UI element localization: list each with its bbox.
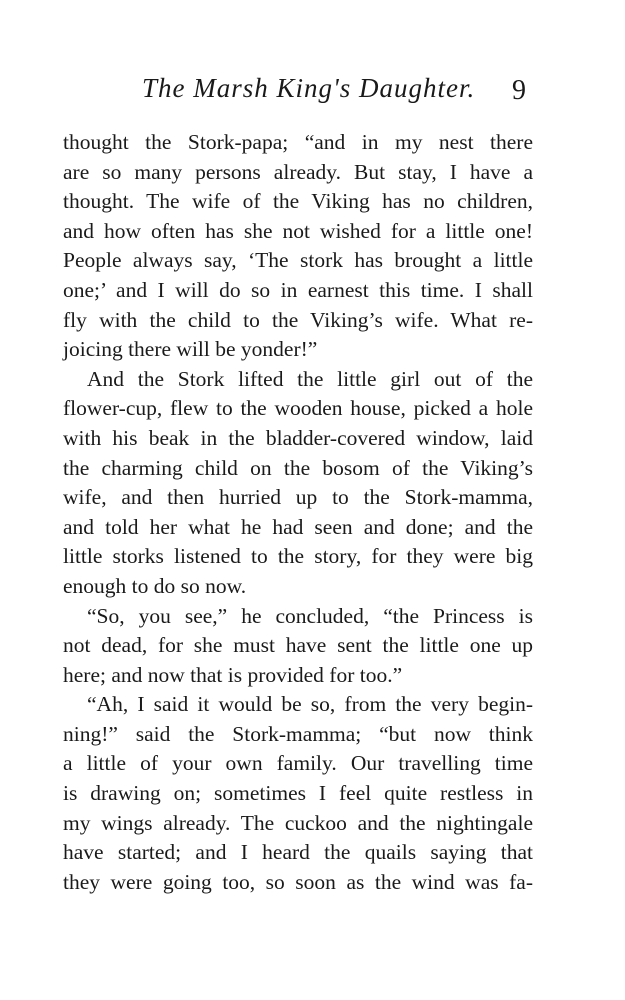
running-title: The Marsh King's Daughter. <box>142 73 476 103</box>
text-line: here; and now that is provided for too.” <box>63 662 403 687</box>
text-line: fly with the child to the Viking’s wife. What re- <box>63 307 533 332</box>
text-line: they were going too, so soon as the wind was fa- <box>63 869 533 894</box>
text-line: not dead, for she must have sent the little one up <box>63 633 533 658</box>
text-line: People always say, ‘The stork has brought a little <box>63 248 533 273</box>
text-line: thought. The wife of the Viking has no children, <box>63 189 533 214</box>
text-line: enough to do so now. <box>63 573 247 598</box>
text-line: have started; and I heard the quails saying that <box>63 840 533 865</box>
text-line: joicing there will be yonder!” <box>63 337 318 362</box>
text-line: a little of your own family. Our travelling time <box>63 751 533 776</box>
text-line: are so many persons already. But stay, I have a <box>63 159 533 184</box>
text-line: and how often has she not wished for a little one! <box>63 218 533 243</box>
text-line: is drawing on; sometimes I feel quite restless in <box>63 781 533 806</box>
text-line: and told her what he had seen and done; and the <box>63 514 533 539</box>
running-head <box>0 73 625 113</box>
text-line: little storks listened to the story, for they were big <box>63 544 533 569</box>
text-line: wife, and then hurried up to the Stork-mamma, <box>63 485 533 510</box>
text-line: “Ah, I said it would be so, from the very begin- <box>87 692 533 717</box>
text-line: the charming child on the bosom of the Viking’s <box>63 455 533 480</box>
text-line: one;’ and I will do so in earnest this time. I shall <box>63 277 533 302</box>
text-line: flower-cup, flew to the wooden house, picked a hole <box>63 396 533 421</box>
text-line: ning!” said the Stork-mamma; “but now think <box>63 721 533 746</box>
text-line: “So, you see,” he concluded, “the Princess is <box>87 603 533 628</box>
text-line: my wings already. The cuckoo and the nightingale <box>63 810 533 835</box>
body-text <box>63 128 533 897</box>
text-line: And the Stork lifted the little girl out of the <box>87 366 533 391</box>
text-line: thought the Stork-papa; “and in my nest there <box>63 130 533 154</box>
text-line: with his beak in the bladder-covered window, laid <box>63 425 533 450</box>
page-number: 9 <box>512 75 526 106</box>
